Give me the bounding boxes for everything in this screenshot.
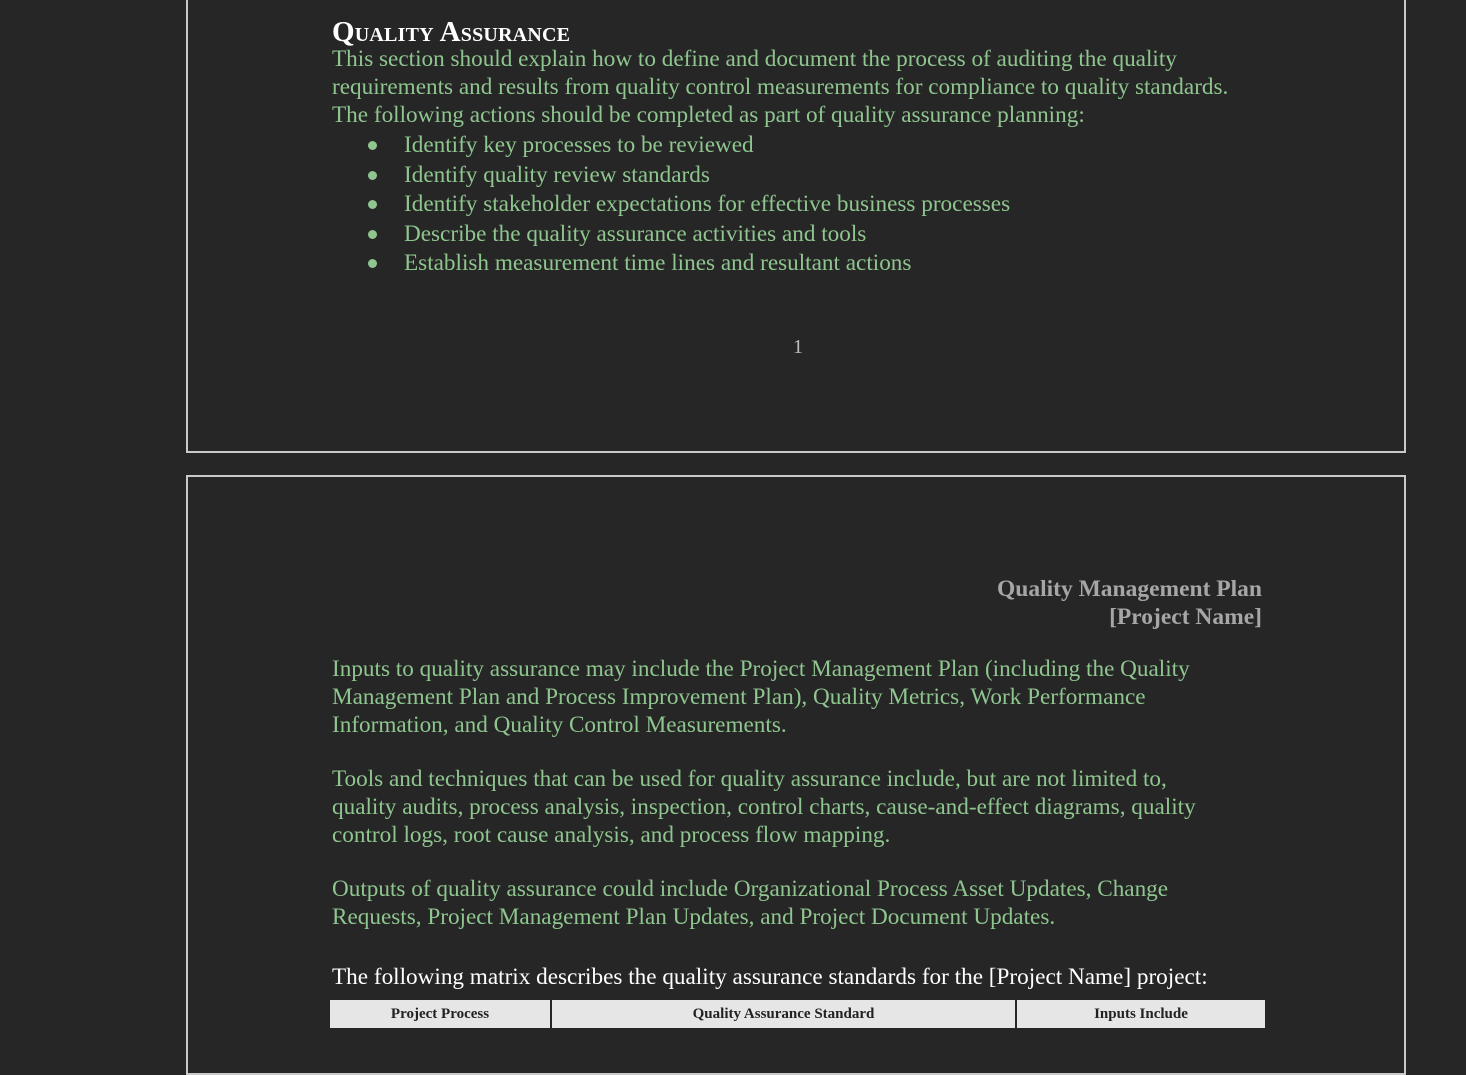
intro-line: The following actions should be completed as part of quality assurance planning:: [332, 102, 1085, 128]
qa-actions-list: [332, 131, 1010, 279]
intro-line: requirements and results from quality control measurements for compliance to quality standards.: [332, 74, 1229, 100]
paragraph-line: control logs, root cause analysis, and process flow mapping.: [332, 822, 891, 848]
column-header-inputs: Inputs Include: [1016, 1000, 1265, 1028]
list-item: [332, 190, 1010, 220]
inputs-paragraph: [332, 655, 1190, 739]
bullet-icon: [368, 200, 377, 209]
page-number: 1: [793, 336, 803, 358]
qa-standards-matrix: [330, 1000, 1265, 1028]
document-page-1: [186, 0, 1406, 453]
paragraph-line: Requests, Project Management Plan Updates, and Project Document Updates.: [332, 904, 1056, 930]
header-project-name: [Project Name]: [1109, 604, 1262, 630]
list-item-text: Identify quality review standards: [404, 161, 710, 188]
list-item: [332, 249, 1010, 279]
paragraph-line: Inputs to quality assurance may include the Project Management Plan (including the Quality: [332, 656, 1190, 682]
paragraph-line: Tools and techniques that can be used for quality assurance include, but are not limited to,: [332, 766, 1167, 792]
bullet-icon: [368, 230, 377, 239]
list-item-text: Describe the quality assurance activities and tools: [404, 220, 867, 247]
table-header-row: [330, 1000, 1265, 1028]
list-item-text: Identify stakeholder expectations for effective business processes: [404, 191, 1011, 217]
tools-paragraph: [332, 765, 1196, 849]
paragraph-line: Management Plan and Process Improvement Plan), Quality Metrics, Work Performance: [332, 684, 1146, 710]
paragraph-line: Outputs of quality assurance could include Organizational Process Asset Updates, Change: [332, 876, 1169, 902]
outputs-paragraph: [332, 875, 1168, 931]
matrix-intro: The following matrix describes the quality assurance standards for the [Project Name] project:: [332, 964, 1208, 990]
bullet-icon: [368, 259, 377, 268]
paragraph-line: Information, and Quality Control Measurements.: [332, 712, 787, 738]
list-item-text: Identify key processes to be reviewed: [404, 132, 754, 158]
header-title: Quality Management Plan: [996, 576, 1262, 602]
list-item: [332, 220, 1010, 250]
intro-paragraph: [332, 45, 1228, 129]
list-item-text: Establish measurement time lines and resultant actions: [404, 250, 912, 276]
section-heading: Quality Assurance: [332, 16, 571, 48]
column-header-project-process: Project Process: [390, 1005, 490, 1022]
bullet-icon: [368, 171, 377, 180]
list-item: [332, 161, 1010, 191]
paragraph-line: quality audits, process analysis, inspection, control charts, cause-and-effect diagrams, quality: [332, 794, 1196, 820]
intro-line: This section should explain how to define and document the process of auditing the quality: [332, 46, 1177, 72]
document-page-2: [186, 475, 1406, 1075]
column-header-qa-standard: Quality Assurance Standard: [551, 1000, 1016, 1028]
list-item: [332, 131, 1010, 161]
page-header: [997, 575, 1262, 631]
bullet-icon: [368, 141, 377, 150]
